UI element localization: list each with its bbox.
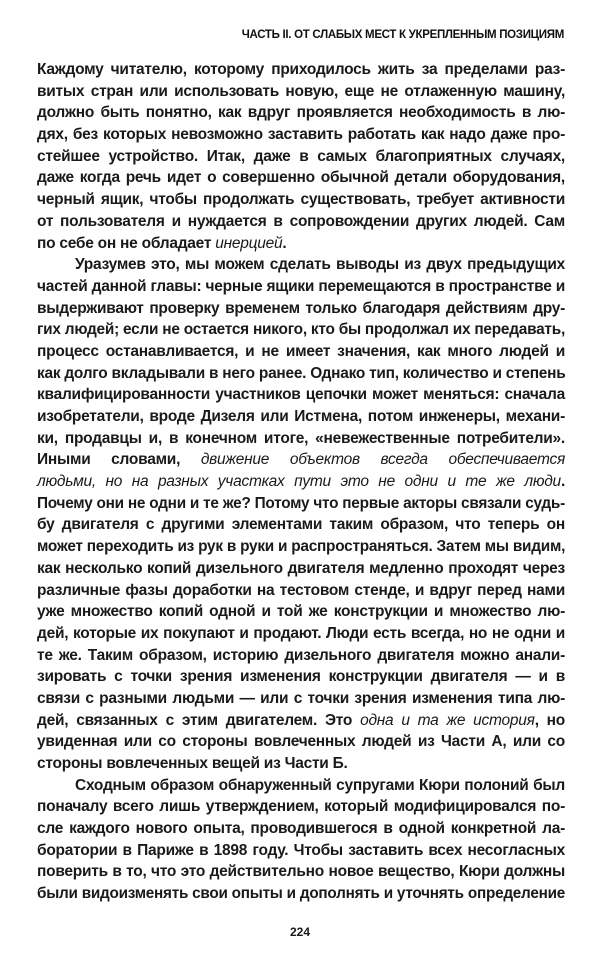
text-line <box>37 146 565 168</box>
text-line <box>37 601 565 623</box>
text-line <box>37 840 565 862</box>
text-line <box>37 81 565 103</box>
text-segment: от пользователя и нуждается в сопровождении других людей. Сам <box>37 212 565 230</box>
text-segment: связи с разными людьми — или с точки зрения изменения типа лю- <box>37 689 565 707</box>
text-line <box>37 731 565 753</box>
text-line <box>37 449 565 471</box>
text-line <box>37 471 565 493</box>
text-line <box>37 276 565 298</box>
text-segment: дей, связанных с этим двигателем. Это <box>37 711 361 729</box>
text-line <box>37 428 565 450</box>
text-segment: витых стран или использовать новую, еще не отлаженную машину, <box>37 82 565 100</box>
text-line <box>37 753 565 775</box>
text-line <box>37 580 565 602</box>
text-segment: изобретатели, вроде Дизеля или Истмена, потом инженеры, механи- <box>37 408 565 425</box>
text-segment: были видоизменять свои опыты и дополнять и уточнять определение <box>37 885 565 903</box>
text-segment: зировать с точки зрения изменения конструкции двигателя — и в <box>37 668 565 686</box>
text-line <box>37 254 565 276</box>
text-line <box>37 623 565 645</box>
text-line <box>37 124 565 146</box>
text-segment: различные фазы доработки на тестовом стенде, и вдруг перед нами <box>37 581 565 599</box>
text-segment: стороны вовлеченных вещей из Части Б. <box>37 755 348 772</box>
text-segment: боратории в Париже в 1898 году. Чтобы заставить всех несогласных <box>37 841 565 859</box>
text-line <box>37 775 565 797</box>
text-segment: дях, без которых невозможно заставить работать как надо даже про- <box>37 126 565 144</box>
text-line <box>37 189 565 211</box>
text-line <box>37 167 565 189</box>
text-line <box>37 536 565 558</box>
text-line <box>37 211 565 233</box>
text-segment: поверить в то, что это действительно новое вещество, Кюри должны <box>37 863 565 881</box>
italic-text: людьми, но на разных участках пути это не одни и те же люди <box>37 473 561 491</box>
italic-text: одна и та же история <box>360 711 535 729</box>
text-line <box>37 883 565 905</box>
text-segment: даже когда речь идет о совершенно обычной детали оборудования, <box>37 169 565 187</box>
text-segment: Каждому читателю, которому приходилось жить за пределами раз- <box>37 61 565 78</box>
text-segment: стейшее устройство. Итак, даже в самых благоприятных случаях, <box>37 147 565 165</box>
text-segment: Иными словами, <box>37 451 201 469</box>
text-segment: поначалу всего лишь утверждением, который модифицировался по- <box>37 798 565 816</box>
text-segment: должно быть понятно, как вдруг проявляется необходимость в лю- <box>37 104 565 122</box>
text-segment: , но <box>534 711 566 729</box>
text-segment: сле каждого нового опыта, проводившегося в одной конкретной ла- <box>37 820 565 838</box>
text-segment: увиденная или со стороны вовлеченных людей из Части А, или со <box>37 733 565 751</box>
italic-text: движение объектов всегда обеспечивается <box>200 451 565 469</box>
text-line <box>37 233 565 255</box>
text-segment: бу двигателя с другими элементами таким образом, что теперь он <box>37 516 565 534</box>
text-segment: выдерживают проверку временем только благодаря действиям дру- <box>37 299 565 317</box>
text-segment: процесс останавливается, и не имеет значения, как много людей и <box>37 342 565 360</box>
text-segment: гих людей; если не остается никого, кто бы продолжал их передавать, <box>37 321 565 339</box>
text-segment: частей данной главы: черные ящики перемещаются в пространстве и <box>37 277 565 295</box>
text-segment: . <box>282 234 287 252</box>
text-line <box>37 298 565 320</box>
text-line <box>37 796 565 818</box>
running-header: ЧАСТЬ II. ОТ СЛАБЫХ МЕСТ К УКРЕПЛЕННЫМ ПОЗИЦИЯМ <box>241 29 564 41</box>
text-line <box>37 59 565 81</box>
text-line <box>37 688 565 710</box>
text-line <box>37 341 565 363</box>
text-segment: . <box>560 473 565 491</box>
text-segment: ки, продавцы и, в конечном итоге, «невежественные потребители». <box>37 429 565 447</box>
text-line <box>37 319 565 341</box>
page-number: 224 <box>289 925 311 939</box>
text-line <box>37 514 565 536</box>
text-segment: Почему они не одни и те же? Потому что первые акторы связали судь- <box>37 494 565 512</box>
text-line <box>37 710 565 732</box>
body-text <box>37 59 565 905</box>
text-segment: по себе он не обладает <box>37 234 216 252</box>
italic-text: инерцией <box>215 234 283 252</box>
text-line <box>37 493 565 515</box>
text-line <box>37 861 565 883</box>
text-segment: уже множество копий одной и той же конструкции и множество лю- <box>37 603 565 621</box>
text-line <box>37 384 565 406</box>
text-segment: квалифицированности участников цепочки может меняться: сначала <box>37 386 565 404</box>
text-line <box>37 363 565 385</box>
text-line <box>37 666 565 688</box>
text-line <box>37 558 565 580</box>
text-segment: как несколько копий дизельного двигателя медленно проходят через <box>37 559 565 577</box>
text-segment: Сходным образом обнаруженный супругами Кюри полоний был <box>75 776 565 794</box>
text-line <box>37 406 565 428</box>
text-segment: может переходить из рук в руки и распространяться. Затем мы видим, <box>37 538 566 556</box>
text-line <box>37 645 565 667</box>
text-line <box>37 102 565 124</box>
text-line <box>37 818 565 840</box>
text-segment: дей, которые их покупают и продают. Люди есть всегда, но не одни и <box>37 624 565 642</box>
text-segment: Уразумев это, мы можем сделать выводы из двух предыдущих <box>75 256 565 274</box>
text-segment: черный ящик, чтобы продолжать существовать, требует активности <box>37 191 565 209</box>
text-segment: как долго вкладывали в него ранее. Однако тип, количество и степень <box>37 364 566 382</box>
text-segment: те же. Таким образом, историю дизельного двигателя можно анали- <box>37 646 565 664</box>
